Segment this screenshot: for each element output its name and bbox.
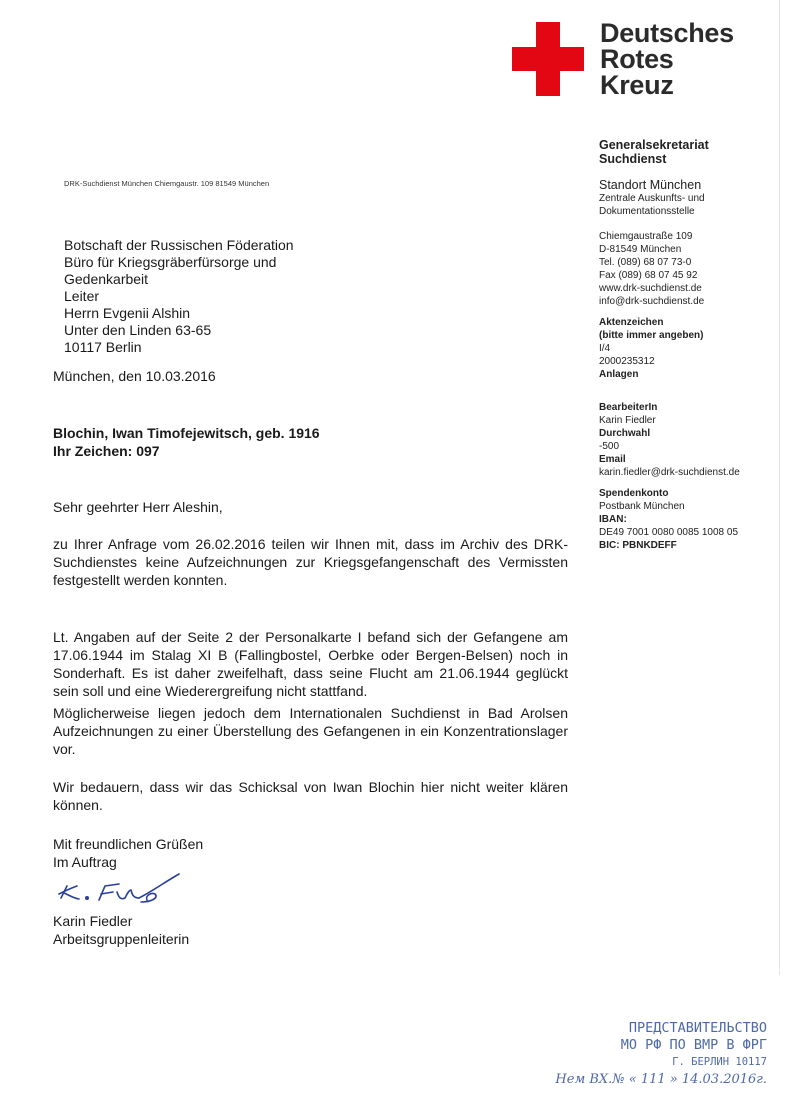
logo-line-2: Rotes xyxy=(600,44,674,74)
receipt-stamp xyxy=(552,1020,767,1088)
unit-line-1: Zentrale Auskunfts- und xyxy=(599,193,705,204)
logo-line-1: Deutsches xyxy=(600,18,734,48)
closing xyxy=(53,835,203,871)
signer-title: Arbeitsgruppenleiterin xyxy=(53,931,190,947)
body-paragraph-4: Wir bedauern, dass wir das Schicksal von Iwan Blochin hier nicht weiter klären können. xyxy=(53,779,568,813)
stamp-line-3: Г. БЕРЛИН 10117 xyxy=(672,1056,767,1068)
recipient-address xyxy=(64,237,294,356)
reference-note: (bitte immer angeben) xyxy=(599,330,704,341)
signer-block xyxy=(53,912,189,948)
salutation: Sehr geehrter Herr Aleshin, xyxy=(53,499,223,515)
bic: BIC: PBNKDEFF xyxy=(599,540,677,551)
recipient-line-5: Herrn Evgenii Alshin xyxy=(64,305,191,321)
stamp-line-4: Нем ВХ.№ « 111 » 14.03.2016г. xyxy=(555,1072,767,1087)
logo-wordmark xyxy=(600,20,734,98)
subject-line-1: Blochin, Iwan Timofejewitsch, geb. 1916 xyxy=(53,425,320,441)
handler-label: BearbeiterIn xyxy=(599,402,658,413)
body-paragraph-1: zu Ihrer Anfrage vom 26.02.2016 teilen wir Ihnen mit, dass im Archiv des DRK-Suchdienstes keine Aufzeichnungen zur Kriegsgefangenschaft des Vermissten festgestellt werden konnten. xyxy=(53,536,568,588)
signer-name: Karin Fiedler xyxy=(53,913,133,929)
subject-line-2: Ihr Zeichen: 097 xyxy=(53,443,160,459)
subject-block xyxy=(53,424,320,460)
info-email: info@drk-suchdienst.de xyxy=(599,296,705,307)
extension: -500 xyxy=(599,441,620,452)
street: Chiemgaustraße 109 xyxy=(599,231,693,242)
extension-label: Durchwahl xyxy=(599,428,651,439)
handwritten-signature xyxy=(55,868,185,912)
recipient-line-1: Botschaft der Russischen Föderation xyxy=(64,237,294,253)
handler-name: Karin Fiedler xyxy=(599,415,656,426)
bank-name: Postbank München xyxy=(599,501,685,512)
fax: Fax (089) 68 07 45 92 xyxy=(599,270,698,281)
dept-line-1: Generalsekretariat xyxy=(599,138,709,152)
stamp-line-1: ПРЕДСТАВИТЕЛЬСТВО xyxy=(628,1020,767,1036)
recipient-line-3: Gedenkarbeit xyxy=(64,271,149,287)
place-date: München, den 10.03.2016 xyxy=(53,368,216,384)
iban: DE49 7001 0080 0085 1008 05 xyxy=(599,527,739,538)
dept-line-2: Suchdienst xyxy=(599,152,667,166)
stamp-line-2: МО РФ ПО ВМР В ФРГ xyxy=(620,1037,767,1053)
reference-2: 2000235312 xyxy=(599,356,655,367)
email-label: Email xyxy=(599,454,626,465)
location: Standort München xyxy=(599,178,702,192)
logo-line-3: Kreuz xyxy=(600,70,674,100)
donation-label: Spendenkonto xyxy=(599,488,669,499)
closing-line-1: Mit freundlichen Grüßen xyxy=(53,836,204,852)
recipient-line-4: Leiter xyxy=(64,288,100,304)
telephone: Tel. (089) 68 07 73-0 xyxy=(599,257,692,268)
closing-line-2: Im Auftrag xyxy=(53,854,117,870)
letterhead-sidebar xyxy=(599,138,789,552)
unit-line-2: Dokumentationsstelle xyxy=(599,206,695,217)
body-paragraph-3: Möglicherweise liegen jedoch dem Internationalen Suchdienst in Bad Arolsen Aufzeichnungen zu einer Überstellung des Gefangenen in ein Konzentrationslager vor. xyxy=(53,705,568,757)
iban-label: IBAN: xyxy=(599,514,627,525)
red-cross-logo-icon xyxy=(512,22,584,96)
recipient-line-7: 10117 Berlin xyxy=(64,339,142,355)
website: www.drk-suchdienst.de xyxy=(599,283,702,294)
attachments-label: Anlagen xyxy=(599,369,639,380)
recipient-line-6: Unter den Linden 63-65 xyxy=(64,322,212,338)
reference-label: Aktenzeichen xyxy=(599,317,664,328)
reference-1: I/4 xyxy=(599,343,611,354)
handler-email: karin.fiedler@drk-suchdienst.de xyxy=(599,467,740,478)
city: D-81549 München xyxy=(599,244,682,255)
sender-return-line: DRK-Suchdienst München Chiemgaustr. 109 81549 München xyxy=(64,179,270,188)
body-paragraph-2: Lt. Angaben auf der Seite 2 der Personalkarte I befand sich der Gefangene am 17.06.1944 im Stalag XI B (Fallingbostel, Oerbke oder Bergen-Belsen) noch in Sonderhaft. Es ist daher zweifelhaft, dass seine Flucht am 21.06.1944 geglückt sein soll und eine Wiederergreifung nicht stattfand. xyxy=(53,629,568,699)
recipient-line-2: Büro für Kriegsgräberfürsorge und xyxy=(64,254,277,270)
